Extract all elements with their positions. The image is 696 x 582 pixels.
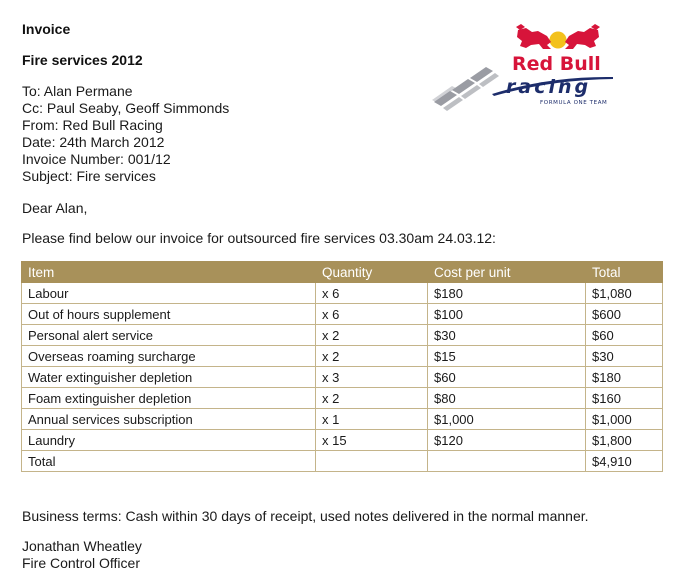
cell-cost-per-unit: $15 xyxy=(428,346,586,367)
invoice-subtitle: Fire services 2012 xyxy=(22,52,143,68)
signatory-title: Fire Control Officer xyxy=(22,555,140,571)
table-row xyxy=(22,283,663,304)
column-header-item: Item xyxy=(22,262,316,283)
cell-total: $600 xyxy=(586,304,663,325)
cell-quantity: x 3 xyxy=(316,367,428,388)
cell-total: $1,800 xyxy=(586,430,663,451)
meta-subject: Subject: Fire services xyxy=(22,168,156,184)
logo-left-bull-icon xyxy=(516,24,551,49)
cell-item: Laundry xyxy=(22,430,316,451)
cell-item: Overseas roaming surcharge xyxy=(22,346,316,367)
cell-cost-per-unit: $60 xyxy=(428,367,586,388)
table-row xyxy=(22,304,663,325)
cell-total: $160 xyxy=(586,388,663,409)
meta-from: From: Red Bull Racing xyxy=(22,117,163,133)
total-empty-cell xyxy=(316,451,428,472)
total-label: Total xyxy=(22,451,316,472)
cell-quantity: x 2 xyxy=(316,388,428,409)
cell-quantity: x 6 xyxy=(316,304,428,325)
invoice-title: Invoice xyxy=(22,21,71,37)
cell-item: Foam extinguisher depletion xyxy=(22,388,316,409)
logo-right-bull-icon xyxy=(565,24,600,49)
business-terms: Business terms: Cash within 30 days of receipt, used notes delivered in the normal manner. xyxy=(22,508,589,524)
cell-quantity: x 2 xyxy=(316,346,428,367)
logo-tagline-text: FORMULA ONE TEAM xyxy=(540,100,608,106)
meta-date: Date: 24th March 2012 xyxy=(22,134,165,150)
cell-cost-per-unit: $1,000 xyxy=(428,409,586,430)
invoice-meta xyxy=(22,83,229,185)
table-row xyxy=(22,388,663,409)
logo-brand-text: Red Bull xyxy=(512,53,601,75)
table-header-row xyxy=(22,262,663,283)
cell-quantity: x 15 xyxy=(316,430,428,451)
meta-to: To: Alan Permane xyxy=(22,83,133,99)
cell-item: Labour xyxy=(22,283,316,304)
cell-total: $1,080 xyxy=(586,283,663,304)
meta-invoice-number: Invoice Number: 001/12 xyxy=(22,151,171,167)
column-header-total: Total xyxy=(586,262,663,283)
intro-text: Please find below our invoice for outsourced fire services 03.30am 24.03.12: xyxy=(22,230,496,246)
cell-cost-per-unit: $120 xyxy=(428,430,586,451)
salutation: Dear Alan, xyxy=(22,200,88,216)
cell-cost-per-unit: $180 xyxy=(428,283,586,304)
cell-item: Annual services subscription xyxy=(22,409,316,430)
column-header-quantity: Quantity xyxy=(316,262,428,283)
table-total-row xyxy=(22,451,663,472)
table-row xyxy=(22,430,663,451)
invoice-table xyxy=(21,261,663,472)
cell-total: $1,000 xyxy=(586,409,663,430)
cell-quantity: x 1 xyxy=(316,409,428,430)
total-empty-cell xyxy=(428,451,586,472)
table-row xyxy=(22,409,663,430)
cell-cost-per-unit: $30 xyxy=(428,325,586,346)
red-bull-racing-logo xyxy=(430,22,615,114)
cell-cost-per-unit: $80 xyxy=(428,388,586,409)
signature-block xyxy=(22,538,142,572)
table-row xyxy=(22,346,663,367)
cell-cost-per-unit: $100 xyxy=(428,304,586,325)
cell-item: Out of hours supplement xyxy=(22,304,316,325)
column-header-cost-per-unit: Cost per unit xyxy=(428,262,586,283)
cell-item: Personal alert service xyxy=(22,325,316,346)
cell-quantity: x 2 xyxy=(316,325,428,346)
table-row xyxy=(22,325,663,346)
cell-total: $30 xyxy=(586,346,663,367)
cell-total: $180 xyxy=(586,367,663,388)
logo-wordmark-text: racing xyxy=(506,76,592,98)
logo-sun-icon xyxy=(550,32,567,49)
cell-total: $60 xyxy=(586,325,663,346)
meta-cc: Cc: Paul Seaby, Geoff Simmonds xyxy=(22,100,230,116)
logo-checkered-flag-icon xyxy=(432,67,499,111)
cell-item: Water extinguisher depletion xyxy=(22,367,316,388)
grand-total-value: $4,910 xyxy=(586,451,663,472)
cell-quantity: x 6 xyxy=(316,283,428,304)
signatory-name: Jonathan Wheatley xyxy=(22,538,142,554)
table-row xyxy=(22,367,663,388)
